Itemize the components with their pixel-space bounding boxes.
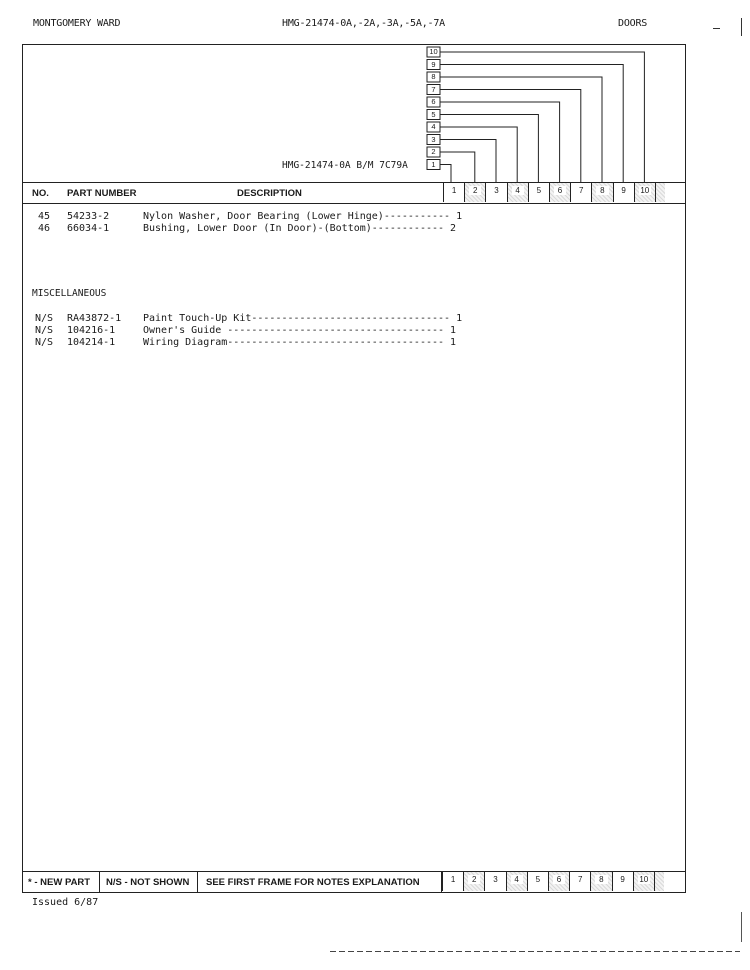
part-desc: Nylon Washer, Door Bearing (Lower Hinge)----------- 1 (143, 211, 463, 222)
part-desc: Bushing, Lower Door (In Door)-(Bottom)------------ 2 (143, 223, 457, 234)
model-column-6 (549, 183, 570, 202)
model-column-label: 7 (575, 186, 587, 195)
part-part: 66034-1 (67, 223, 110, 234)
col-part-number: PART NUMBER (67, 188, 137, 199)
section-name: DOORS (618, 18, 648, 29)
misc-no: N/S (35, 325, 54, 336)
misc-desc: Owner's Guide ------------------------------------ 1 (143, 325, 457, 336)
model-bracket-line (440, 77, 602, 183)
model-column-1 (442, 872, 463, 891)
issued-date: Issued 6/87 (32, 897, 99, 908)
model-column-label: 2 (469, 186, 481, 195)
model-column-8 (590, 872, 611, 891)
model-column-label: 10 (640, 186, 650, 195)
model-column-2 (463, 872, 484, 891)
margin-mark (741, 912, 742, 942)
misc-no: N/S (35, 313, 54, 324)
brand-name: MONTGOMERY WARD (33, 18, 121, 29)
model-column-label: 4 (512, 186, 524, 195)
model-column-label: 8 (596, 186, 608, 195)
model-column-end (655, 183, 665, 202)
model-column-end (654, 872, 664, 891)
legend-not-shown: N/S - NOT SHOWN (100, 872, 198, 893)
model-column-label: 3 (490, 186, 502, 195)
misc-no: N/S (35, 337, 54, 348)
model-box-label: 2 (431, 147, 436, 156)
model-column-label: 7 (574, 875, 586, 884)
model-column-10 (633, 872, 654, 891)
model-box-label: 5 (431, 109, 436, 119)
col-description: DESCRIPTION (237, 188, 302, 199)
model-column-label: 1 (448, 186, 460, 195)
model-column-9 (612, 872, 633, 891)
model-column-3 (484, 872, 505, 891)
model-column-5 (527, 872, 548, 891)
model-column-1 (443, 183, 464, 202)
model-box-label: 6 (431, 97, 436, 106)
model-bracket-line (440, 152, 475, 183)
model-box-label: 3 (431, 134, 436, 144)
margin-mark (713, 28, 720, 29)
model-bracket-line (440, 127, 517, 183)
model-column-label: 3 (489, 875, 501, 884)
model-bracket-line (440, 165, 451, 184)
part-part: 54233-2 (67, 211, 110, 222)
part-no: 46 (38, 223, 51, 234)
model-bracket-line (440, 65, 623, 184)
model-bracket-line (440, 140, 496, 184)
model-column-label: 6 (554, 186, 566, 195)
model-bracket-line (440, 115, 538, 184)
model-column-7 (569, 872, 590, 891)
misc-heading: MISCELLANEOUS (32, 288, 107, 299)
model-column-label: 1 (447, 875, 459, 884)
model-column-2 (464, 183, 485, 202)
legend-notes: SEE FIRST FRAME FOR NOTES EXPLANATION (198, 872, 442, 893)
model-box-label: 4 (431, 122, 436, 131)
model-column-8 (591, 183, 612, 202)
legend-new-part: * - NEW PART (22, 872, 100, 893)
misc-desc: Paint Touch-Up Kit--------------------------------- 1 (143, 313, 463, 324)
model-column-6 (548, 872, 569, 891)
model-column-label: 10 (639, 875, 649, 884)
model-column-4 (506, 872, 527, 891)
model-bracket-diagram (420, 44, 686, 184)
model-columns-header (443, 183, 665, 202)
col-no: NO. (32, 188, 49, 199)
model-column-label: 4 (511, 875, 523, 884)
model-columns-footer (442, 872, 664, 891)
model-box-label: 8 (431, 72, 436, 81)
model-bracket-line (440, 52, 644, 183)
model-column-label: 6 (553, 875, 565, 884)
model-column-label: 5 (532, 875, 544, 884)
model-column-5 (528, 183, 549, 202)
model-box-label: 7 (431, 84, 436, 94)
model-column-9 (613, 183, 634, 202)
model-column-7 (570, 183, 591, 202)
misc-desc: Wiring Diagram------------------------------------ 1 (143, 337, 457, 348)
margin-mark (741, 18, 742, 36)
model-box-label: 9 (431, 59, 436, 69)
model-box-label: 10 (429, 47, 438, 56)
misc-part: RA43872-1 (67, 313, 122, 324)
model-column-label: 9 (617, 875, 629, 884)
part-no: 45 (38, 211, 51, 222)
model-list: HMG-21474-0A,-2A,-3A,-5A,-7A (282, 18, 445, 29)
model-column-label: 2 (468, 875, 480, 884)
model-column-label: 9 (618, 186, 630, 195)
misc-part: 104214-1 (67, 337, 116, 348)
model-column-4 (507, 183, 528, 202)
model-box-label: 1 (431, 159, 436, 169)
model-column-3 (485, 183, 506, 202)
model-column-label: 8 (595, 875, 607, 884)
model-column-label: 5 (533, 186, 545, 195)
misc-part: 104216-1 (67, 325, 116, 336)
scan-artifact (330, 951, 740, 952)
bm-label: HMG-21474-0A B/M 7C79A (282, 160, 408, 171)
model-column-10 (634, 183, 655, 202)
